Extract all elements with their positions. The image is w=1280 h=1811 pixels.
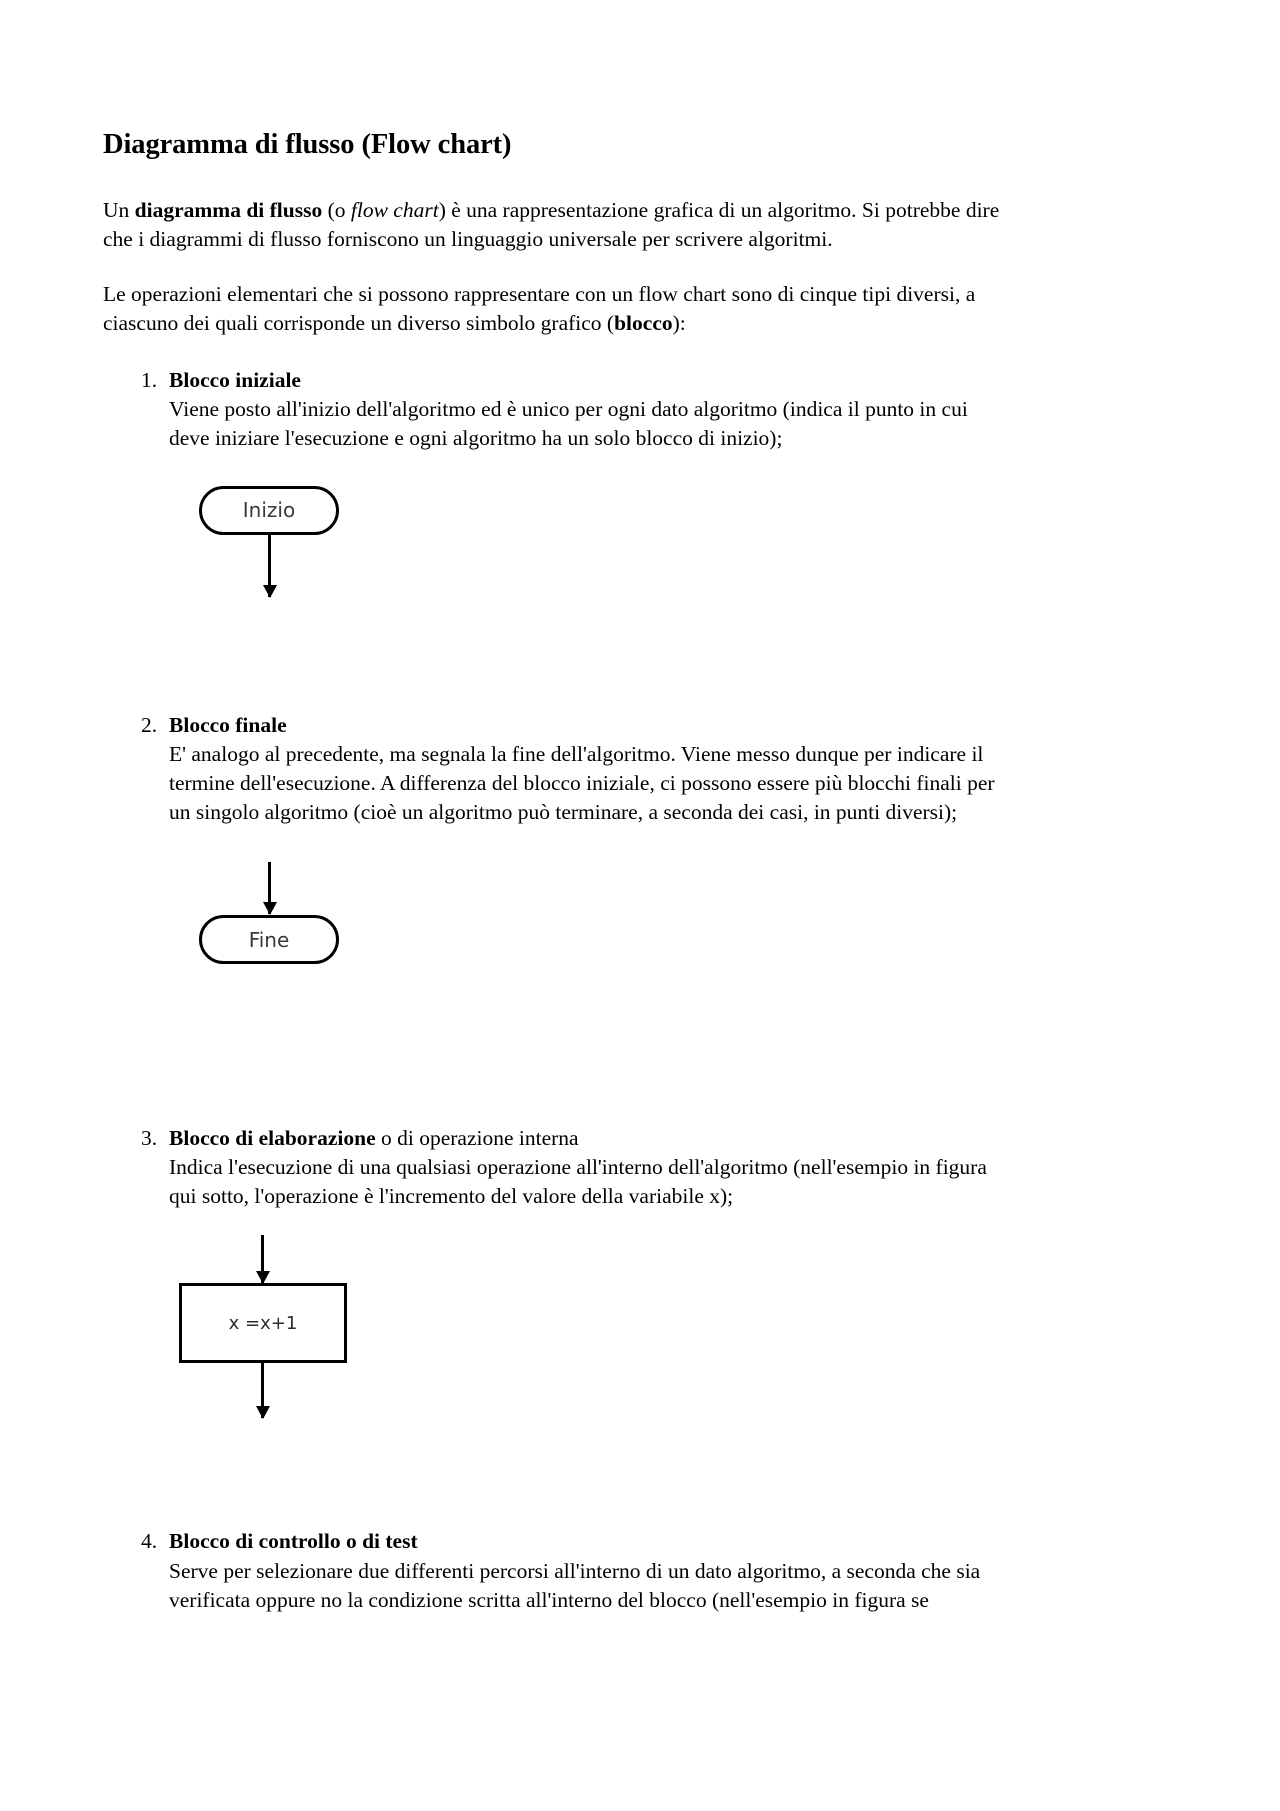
- intro-p1-text-2: (o: [322, 197, 351, 222]
- intro-p1-text-3: ) è una rappresentazione grafica di un algoritmo. Si potrebbe dire che i diagrammi di flusso forniscono un linguaggio universale per scrivere algoritmi.: [103, 197, 1000, 251]
- flowchart-shape-label: Fine: [248, 927, 290, 952]
- flowchart-terminator-end: [199, 915, 339, 964]
- list-item-blocco-controllo: [103, 1527, 1008, 1614]
- flowchart-process-box: [179, 1283, 347, 1363]
- figure-blocco-finale: [169, 857, 1008, 1032]
- intro-paragraph-1: [103, 196, 1008, 254]
- figure-blocco-elaborazione: [169, 1231, 1008, 1461]
- intro-p2-bold-1: blocco: [614, 311, 673, 335]
- intro-p1-italic-1: flow chart: [350, 197, 439, 222]
- list-item-heading-bold: Blocco di controllo o di test: [169, 1529, 418, 1554]
- list-item-heading: [169, 1527, 1008, 1556]
- list-item-body: Serve per selezionare due differenti percorsi all'interno di un dato algoritmo, a seconda che sia verificata oppure no la condizione scritta all'interno del blocco (nell'esempio in figura se: [169, 1558, 981, 1612]
- list-item-number: 4.: [141, 1529, 158, 1554]
- list-item-blocco-finale: [103, 711, 1008, 1033]
- list-item-heading-bold: Blocco iniziale: [169, 368, 301, 393]
- list-item-heading: [169, 1124, 1008, 1153]
- list-item-blocco-iniziale: [103, 366, 1008, 650]
- intro-paragraph-2: [103, 280, 1008, 338]
- list-item-blocco-elaborazione: [103, 1124, 1008, 1461]
- list-item-number: 1.: [141, 368, 158, 393]
- flowchart-terminator-start: [199, 486, 339, 535]
- page-title: Diagramma di flusso (Flow chart): [103, 129, 512, 160]
- document-content: [103, 128, 1008, 1615]
- intro-p2-text-2: ):: [672, 311, 686, 335]
- flowchart-arrow-down-bottom: [261, 1363, 264, 1418]
- list-item-heading-bold: Blocco finale: [169, 712, 287, 737]
- flowchart-shape-label: Inizio: [242, 498, 296, 522]
- intro-p2-text-1: Le operazioni elementari che si possono rappresentare con un flow chart sono di cinque tipi diversi, a ciascuno dei quali corrisponde un diverso simbolo grafico (: [103, 281, 976, 335]
- flowchart-arrow-down: [268, 862, 271, 914]
- intro-p1-bold-1: diagramma di flusso: [134, 197, 323, 222]
- list-item-number: 3.: [141, 1126, 158, 1150]
- list-item-heading: [169, 711, 1008, 740]
- flowchart-arrow-down-top: [261, 1235, 264, 1283]
- flowchart-shape-label: x =x+1: [228, 1312, 298, 1334]
- list-item-heading-bold: Blocco di elaborazione: [169, 1126, 376, 1150]
- list-item-number: 2.: [141, 712, 158, 737]
- intro-p1-text-1: Un: [103, 197, 135, 222]
- list-item-body: Indica l'esecuzione di una qualsiasi operazione all'interno dell'algoritmo (nell'esempio in figura qui sotto, l'operazione è l'incremento del valore della variabile x);: [169, 1155, 987, 1209]
- block-type-list: [103, 366, 1008, 1615]
- list-item-body: E' analogo al precedente, ma segnala la fine dell'algoritmo. Viene messo dunque per indicare il termine dell'esecuzione. A differenza del blocco iniziale, ci possono essere più blocchi finali per un singolo algoritmo (cioè un algoritmo può terminare, a seconda dei casi, in punti diversi);: [169, 741, 995, 824]
- figure-blocco-iniziale: [169, 476, 1008, 651]
- flowchart-arrow-down: [268, 535, 271, 597]
- list-item-heading: [169, 366, 1008, 395]
- list-item-body: Viene posto all'inizio dell'algoritmo ed è unico per ogni dato algoritmo (indica il punto in cui deve iniziare l'esecuzione e ogni algoritmo ha un solo blocco di inizio);: [169, 397, 968, 451]
- list-item-heading-suffix: o di operazione interna: [375, 1126, 579, 1150]
